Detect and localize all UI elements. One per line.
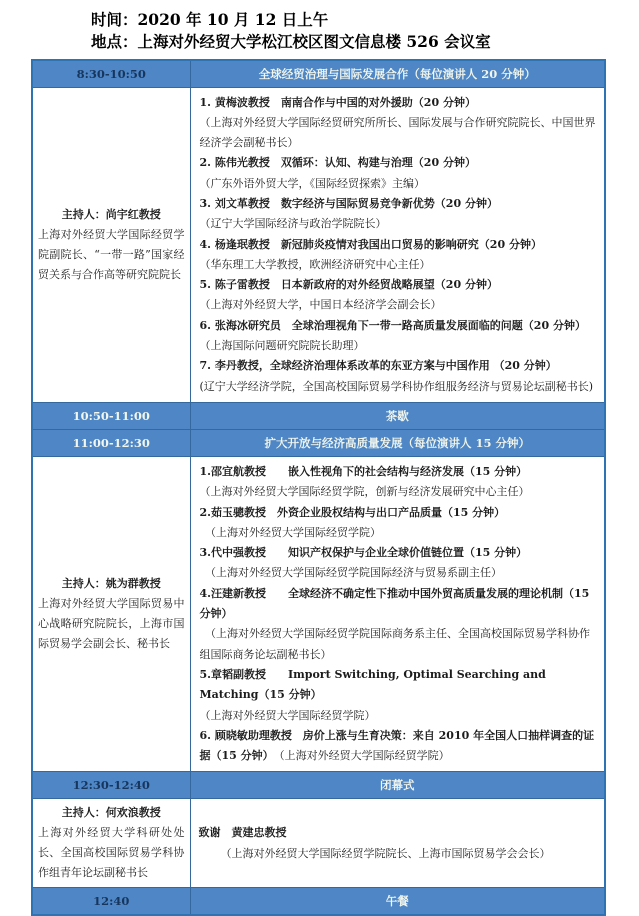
list-item: [200, 665, 599, 726]
session1-moderator-affiliation: 上海对外经贸大学国际经贸学院副院长、“一带一路”国家经贸关系与合作高等研究院院长: [38, 227, 185, 281]
talk-note: (辽宁大学经济学院，全国高校国际贸易学科协作组服务经济与贸易论坛副秘书长): [199, 379, 594, 393]
lunch-row: [32, 888, 605, 915]
talk-title: 4. 杨逢珉教授 新冠肺炎疫情对我国出口贸易的影响研究（20 分钟）: [199, 237, 542, 251]
closing-thanks-cell: [190, 799, 605, 888]
list-item: [200, 153, 599, 194]
list-item: [200, 726, 599, 767]
session1-title: 全球经贸治理与国际发展合作（每位演讲人 20 分钟）: [190, 60, 605, 87]
lunch-time: 12:40: [32, 888, 190, 915]
talk-title: 7. 李丹教授，全球经济治理体系改革的东亚方案与中国作用 （20 分钟）: [199, 359, 557, 373]
meeting-place-line: 地点：上海对外经贸大学松江校区图文信息楼 526 会议室: [91, 32, 491, 51]
talk-title-with-note: [200, 726, 599, 767]
talk-note: （上海对外经贸大学国际经贸学院，创新与经济发展研究中心主任）: [199, 485, 530, 499]
list-item: [200, 356, 599, 397]
meeting-time-line: 时间：2020 年 10 月 12 日上午: [91, 10, 329, 29]
closing-moderator-affiliation: 上海对外经贸大学科研处处长、全国高校国际贸易学科协作组青年论坛副秘书长: [38, 826, 185, 880]
talk-note: （上海对外经贸大学国际经贸学院国际商务系主任、全国高校国际贸易学科协作组国际商务论坛副秘书长）: [199, 627, 590, 661]
session2-moderator-cell: [32, 456, 190, 771]
talk-note: （上海国际问题研究院院长助理）: [199, 339, 365, 353]
session1-moderator-cell: [32, 87, 190, 402]
talk-note: （上海对外经贸大学国际经贸学院）: [199, 708, 376, 722]
session2-moderator-affiliation: 上海对外经贸大学国际贸易中心战略研究院院长，上海市国际贸易学会副会长、秘书长: [38, 597, 185, 651]
session1-items-cell: [190, 87, 605, 402]
tea-break-time: 10:50-11:00: [32, 402, 190, 429]
closing-title: 闭幕式: [190, 772, 605, 799]
list-item: [200, 543, 599, 584]
session2-title: 扩大开放与经济高质量发展（每位演讲人 15 分钟）: [190, 429, 605, 456]
closing-header-row: [32, 772, 605, 799]
thanks-note: （上海对外经贸大学国际经贸学院院长、上海市国际贸易学会会长）: [220, 847, 551, 861]
document-header: [91, 9, 639, 53]
list-item: [200, 462, 599, 503]
talk-note: （上海对外经贸大学，中国日本经济学会副会长）: [199, 298, 442, 312]
closing-time: 12:30-12:40: [32, 772, 190, 799]
closing-content-row: [32, 799, 605, 888]
session2-moderator-name: 主持人：姚为群教授: [61, 577, 161, 591]
closing-moderator-cell: [32, 799, 190, 888]
tea-break-title: 茶歇: [190, 402, 605, 429]
session1-content-row: [32, 87, 605, 402]
thanks-speaker: 致谢 黄建忠教授: [198, 826, 287, 840]
session1-moderator-name: 主持人：尚宇红教授: [61, 207, 161, 221]
talk-note: （上海对外经贸大学国际经贸学院国际经济与贸易系副主任）: [199, 566, 502, 580]
talk-title: 1.邵宜航教授 嵌入性视角下的社会结构与经济发展（15 分钟）: [199, 464, 528, 478]
talk-title: 5.章韬副教授 Import Switching, Optimal Searching and Matching（15 分钟）: [199, 667, 546, 702]
lunch-title: 午餐: [190, 888, 605, 915]
list-item: [200, 275, 599, 316]
list-item: [200, 235, 599, 276]
session1-time: 8:30-10:50: [32, 60, 190, 87]
list-item: [200, 584, 599, 665]
closing-moderator-name: 主持人：何欢浪教授: [61, 806, 161, 820]
list-item: [200, 194, 599, 235]
session2-header-row: [32, 429, 605, 456]
talk-note: （上海对外经贸大学国际经贸学院）: [199, 525, 381, 539]
talk-note: （广东外语外贸大学，《国际经贸探索》主编）: [199, 176, 425, 190]
talk-title: 3.代中强教授 知识产权保护与企业全球价值链位置（15 分钟）: [199, 546, 528, 560]
talk-title: 2.茹玉骢教授 外资企业股权结构与出口产品质量（15 分钟）: [199, 505, 506, 519]
session1-header-row: [32, 60, 605, 87]
list-item: [200, 316, 599, 357]
session2-items-cell: [190, 456, 605, 771]
talk-title: 1. 黄梅波教授 南南合作与中国的对外援助（20 分钟）: [199, 95, 476, 109]
agenda-table: [31, 59, 606, 916]
session2-content-row: [32, 456, 605, 771]
talk-note: （上海对外经贸大学国际经贸学院）: [268, 749, 450, 763]
talk-title: 6. 张海冰研究员 全球治理视角下一带一路高质量发展面临的问题（20 分钟）: [199, 318, 586, 332]
list-item: [200, 503, 599, 544]
list-item: [200, 93, 599, 154]
talk-title: 6. 顾晓敏助理教授 房价上涨与生育决策：来自 2010 年全国人口抽样调查的证据（15 分钟）: [199, 728, 595, 763]
talk-title: 4.汪建新教授 全球经济不确定性下推动中国外贸高质量发展的理论机制（15 分钟）: [199, 586, 590, 621]
talk-note: （辽宁大学国际经济与政治学院院长）: [199, 217, 387, 231]
talk-title: 5. 陈子雷教授 日本新政府的对外经贸战略展望（20 分钟）: [199, 278, 498, 292]
tea-break-row: [32, 402, 605, 429]
session2-time: 11:00-12:30: [32, 429, 190, 456]
talk-note: （华东理工大学教授，欧洲经济研究中心主任）: [199, 257, 431, 271]
talk-note: （上海对外经贸大学国际经贸研究所所长、国际发展与合作研究院院长、中国世界经济学会副秘书长）: [199, 115, 596, 150]
talk-title: 3. 刘文革教授 数字经济与国际贸易竞争新优势（20 分钟）: [199, 196, 498, 210]
talk-title: 2. 陈伟光教授 双循环：认知、构建与治理（20 分钟）: [199, 156, 476, 170]
